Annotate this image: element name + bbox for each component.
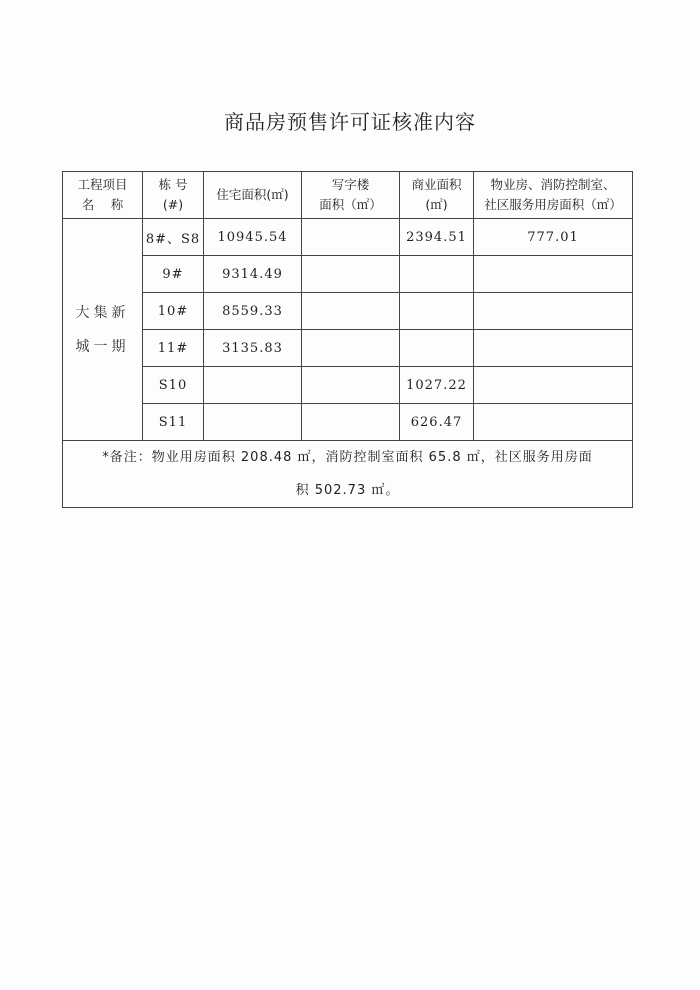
residential-cell: 8559.33 [204,293,302,330]
building-cell: 9# [143,256,204,293]
residential-cell: 9314.49 [204,256,302,293]
header-building-line2: (#) [162,197,184,212]
table-row [63,367,633,404]
note-row [63,441,633,508]
property-cell [474,256,633,293]
residential-cell: 10945.54 [204,219,302,256]
table-row [63,330,633,367]
header-project [63,172,143,219]
commercial-cell: 1027.22 [400,367,474,404]
approval-table [62,171,633,508]
table-row [63,256,633,293]
header-residential-line1: 住宅面积(㎡) [216,187,289,202]
header-project-line1: 工程项目 [77,177,128,192]
note-line1: *备注：物业用房面积 208.48 ㎡，消防控制室面积 65.8 ㎡，社区服务用房面 [102,450,593,465]
residential-cell: 3135.83 [204,330,302,367]
header-commercial-line2: (㎡) [425,197,448,212]
header-project-line2: 名 称 [81,197,124,212]
header-building-line1: 栋 号 [158,177,188,192]
table-row [63,404,633,441]
office-cell [302,293,400,330]
office-cell [302,219,400,256]
header-office-line2: 面积（㎡） [319,197,382,212]
office-cell [302,256,400,293]
commercial-cell [400,330,474,367]
commercial-cell [400,293,474,330]
header-office [302,172,400,219]
table-row [63,219,633,256]
note-line2: 积 502.73 ㎡。 [295,483,400,498]
building-cell: S11 [143,404,204,441]
commercial-cell [400,256,474,293]
project-name-cell [63,219,143,441]
office-cell [302,404,400,441]
note-cell [63,441,633,508]
property-cell [474,330,633,367]
building-cell: 10# [143,293,204,330]
office-cell [302,330,400,367]
project-name-line1: 大集新 [75,304,130,321]
header-office-line1: 写字楼 [331,177,370,192]
header-property-line1: 物业房、消防控制室、 [490,177,616,192]
office-cell [302,367,400,404]
building-cell: 11# [143,330,204,367]
document-title: 商品房预售许可证核准内容 [224,110,476,134]
header-residential [204,172,302,219]
building-cell: 8#、S8 [143,219,204,256]
header-row [63,172,633,219]
commercial-cell: 626.47 [400,404,474,441]
table-row [63,293,633,330]
property-cell [474,404,633,441]
header-commercial [400,172,474,219]
building-cell: S10 [143,367,204,404]
property-cell [474,367,633,404]
property-cell [474,293,633,330]
header-property-line2: 社区服务用房面积（㎡） [484,197,622,212]
residential-cell [204,367,302,404]
project-name-line2: 城一期 [75,338,130,355]
residential-cell [204,404,302,441]
commercial-cell: 2394.51 [400,219,474,256]
property-cell: 777.01 [474,219,633,256]
header-commercial-line1: 商业面积 [411,177,462,192]
header-building [143,172,204,219]
header-property [474,172,633,219]
